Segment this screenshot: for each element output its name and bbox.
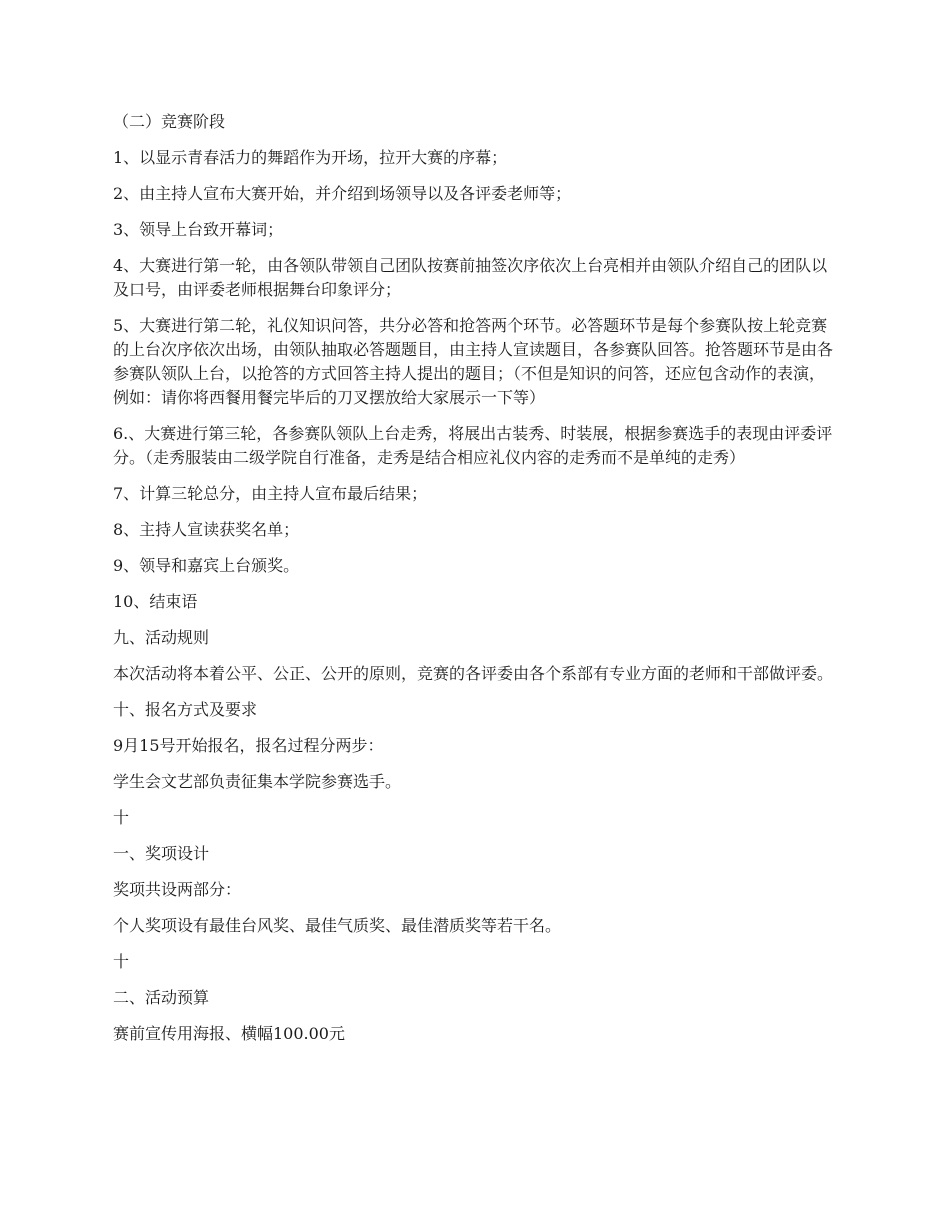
section-heading-budget: 二、活动预算 <box>113 988 210 1007</box>
section-number-fragment: 十 <box>113 808 130 827</box>
list-item: 1、以显示青春活力的舞蹈作为开场，拉开大赛的序幕； <box>113 148 508 167</box>
body-paragraph: 赛前宣传用海报、横幅100.00元 <box>113 1024 345 1043</box>
body-paragraph: 奖项共设两部分： <box>113 880 242 899</box>
body-paragraph: 本次活动将本着公平、公正、公开的原则，竞赛的各评委由各个系部有专业方面的老师和干部做评委。 <box>113 664 834 683</box>
list-item: 4、大赛进行第一轮，由各领队带领自己团队按赛前抽签次序依次上台亮相并由领队介绍自己的团队以及口号，由评委老师根据舞台印象评分； <box>113 256 828 299</box>
section-heading-registration: 十、报名方式及要求 <box>113 700 258 719</box>
section-heading-rules: 九、活动规则 <box>113 628 210 647</box>
body-paragraph: 学生会文艺部负责征集本学院参赛选手。 <box>113 772 402 791</box>
list-item: 9、领导和嘉宾上台颁奖。 <box>113 556 300 575</box>
body-paragraph: 个人奖项设有最佳台风奖、最佳气质奖、最佳潜质奖等若干名。 <box>113 916 562 935</box>
list-item: 6.、大赛进行第三轮，各参赛队领队上台走秀，将展出古装秀、时装展，根据参赛选手的表现由评委评分。（走秀服装由二级学院自行准备，走秀是结合相应礼仪内容的走秀而不是单纯的走秀） <box>113 424 833 467</box>
body-paragraph: 9月15号开始报名，报名过程分两步： <box>113 736 384 755</box>
list-item: 5、大赛进行第二轮，礼仪知识问答，共分必答和抢答两个环节。必答题环节是每个参赛队按上轮竞赛的上台次序依次出场，由领队抽取必答题题目，由主持人宣读题目，各参赛队回答。抢答题环节是由各参赛队领队上台，以抢答的方式回答主持人提出的题目；（不但是知识的问答，还应包含动作的表演，例如：请你将西餐用餐完毕后的刀叉摆放给大家展示一下等） <box>113 316 834 407</box>
section-heading-awards: 一、奖项设计 <box>113 844 210 863</box>
document-body <box>113 110 839 1058</box>
list-item: 3、领导上台致开幕词； <box>113 220 284 239</box>
list-item: 10、结束语 <box>113 592 198 611</box>
section-heading-competition-stage: （二）竞赛阶段 <box>113 112 226 131</box>
list-item: 2、由主持人宣布大赛开始，并介绍到场领导以及各评委老师等； <box>113 184 572 203</box>
section-number-fragment: 十 <box>113 952 130 971</box>
list-item: 7、计算三轮总分，由主持人宣布最后结果； <box>113 484 428 503</box>
list-item: 8、主持人宣读获奖名单； <box>113 520 300 539</box>
